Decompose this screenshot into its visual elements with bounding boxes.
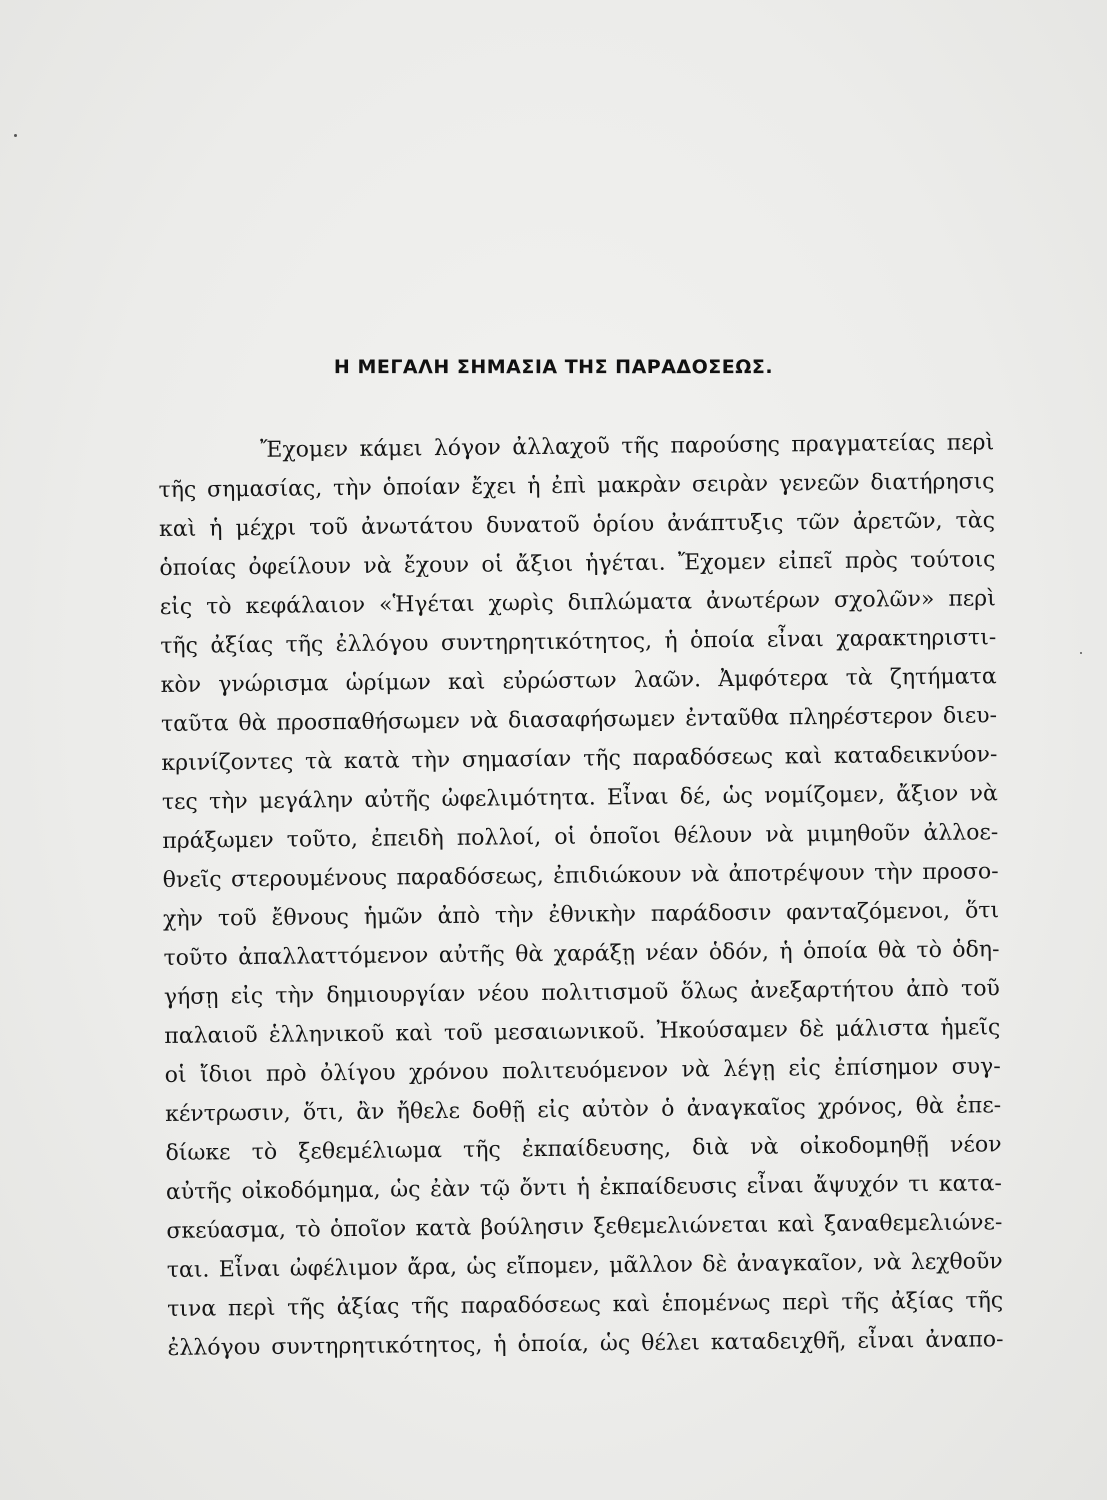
text-line: θνεῖς στερουμένους παραδόσεως, ἐπιδιώκουν νὰ ἀποτρέψουν τὴν προσο- bbox=[162, 859, 999, 893]
text-line: κέντρωσιν, ὅτι, ἂν ἤθελε δοθῇ εἰς αὐτὸν ὁ ἀναγκαῖος χρόνος, θὰ ἐπε- bbox=[165, 1093, 1002, 1127]
text-line: παλαιοῦ ἑλληνικοῦ καὶ τοῦ μεσαιωνικοῦ. Ἠκούσαμεν δὲ μάλιστα ἡμεῖς bbox=[164, 1015, 1001, 1049]
text-line: χὴν τοῦ ἔθνους ἡμῶν ἀπὸ τὴν ἐθνικὴν παράδοσιν φανταζόμενοι, ὅτι bbox=[162, 898, 1000, 932]
chapter-heading: Η ΜΕΓΑΛΗ ΣΗΜΑΣΙΑ ΤΗΣ ΠΑΡΑΔΟΣΕΩΣ. bbox=[333, 356, 774, 378]
text-line: τῆς σημασίας, τὴν ὁποίαν ἔχει ἡ ἐπὶ μακρὰν σειρὰν γενεῶν διατήρησις bbox=[158, 469, 995, 503]
text-line: τινα περὶ τῆς ἀξίας τῆς παραδόσεως καὶ ἑπομένως περὶ τῆς ἀξίας τῆς bbox=[167, 1288, 1004, 1322]
text-line: κὸν γνώρισμα ὡρίμων καὶ εὐρώστων λαῶν. Ἀμφότερα τὰ ζητήματα bbox=[160, 664, 997, 698]
text-line: ταῦτα θὰ προσπαθήσωμεν νὰ διασαφήσωμεν ἐνταῦθα πληρέστερον διευ- bbox=[160, 703, 998, 737]
text-line: Ἔχομεν κάμει λόγον ἀλλαχοῦ τῆς παρούσης πραγματείας περὶ bbox=[260, 430, 995, 463]
text-line: ἐλλόγου συντηρητικότητος, ἡ ὁποία, ὡς θέλει καταδειχθῆ, εἶναι ἀναπο- bbox=[167, 1327, 1004, 1361]
text-line: ται. Εἶναι ὠφέλιμον ἄρα, ὡς εἴπομεν, μᾶλλον δὲ ἀναγκαῖον, νὰ λεχθοῦν bbox=[166, 1249, 1003, 1283]
text-line: πράξωμεν τοῦτο, ἐπειδὴ πολλοί, οἱ ὁποῖοι θέλουν νὰ μιμηθοῦν ἀλλοε- bbox=[162, 820, 999, 854]
text-line: τες τὴν μεγάλην αὐτῆς ὠφελιμότητα. Εἶναι δέ, ὡς νομίζομεν, ἄξιον νὰ bbox=[161, 781, 998, 815]
text-line: κρινίζοντες τὰ κατὰ τὴν σημασίαν τῆς παραδόσεως καὶ καταδεικνύον- bbox=[161, 742, 998, 776]
text-line: εἰς τὸ κεφάλαιον «Ἡγέται χωρὶς διπλώματα ἀνωτέρων σχολῶν» περὶ bbox=[159, 586, 996, 620]
text-line: οἱ ἴδιοι πρὸ ὀλίγου χρόνου πολιτευόμενον νὰ λέγῃ εἰς ἐπίσημον συγ- bbox=[164, 1054, 1001, 1088]
text-line: τῆς ἀξίας τῆς ἐλλόγου συντηρητικότητος, ἡ ὁποία εἶναι χαρακτηριστι- bbox=[160, 625, 997, 659]
text-line: καὶ ἡ μέχρι τοῦ ἀνωτάτου δυνατοῦ ὁρίου ἀνάπτυξις τῶν ἀρετῶν, τὰς bbox=[158, 508, 996, 542]
text-line: αὐτῆς οἰκοδόμημα, ὡς ἐὰν τῷ ὄντι ἡ ἐκπαίδευσις εἶναι ἄψυχόν τι κατα- bbox=[165, 1171, 1003, 1205]
text-line: δίωκε τὸ ξεθεμέλιωμα τῆς ἐκπαίδευσης, διὰ νὰ οἰκοδομηθῇ νέον bbox=[165, 1132, 1002, 1166]
text-line: γήσῃ εἰς τὴν δημιουργίαν νέου πολιτισμοῦ ὅλως ἀνεξαρτήτου ἀπὸ τοῦ bbox=[163, 976, 1001, 1010]
text-line: ὁποίας ὀφείλουν νὰ ἔχουν οἱ ἄξιοι ἡγέται. Ἔχομεν εἰπεῖ πρὸς τούτοις bbox=[159, 547, 996, 581]
text-line: σκεύασμα, τὸ ὁποῖον κατὰ βούλησιν ξεθεμελιώνεται καὶ ξαναθεμελιώνε- bbox=[166, 1210, 1003, 1244]
text-line: τοῦτο ἀπαλλαττόμενον αὐτῆς θὰ χαράξῃ νέαν ὁδόν, ἡ ὁποία θὰ τὸ ὁδη- bbox=[163, 937, 1000, 971]
dust-speck bbox=[1080, 652, 1082, 654]
dust-speck bbox=[14, 134, 17, 137]
body-paragraph bbox=[158, 423, 1004, 1368]
